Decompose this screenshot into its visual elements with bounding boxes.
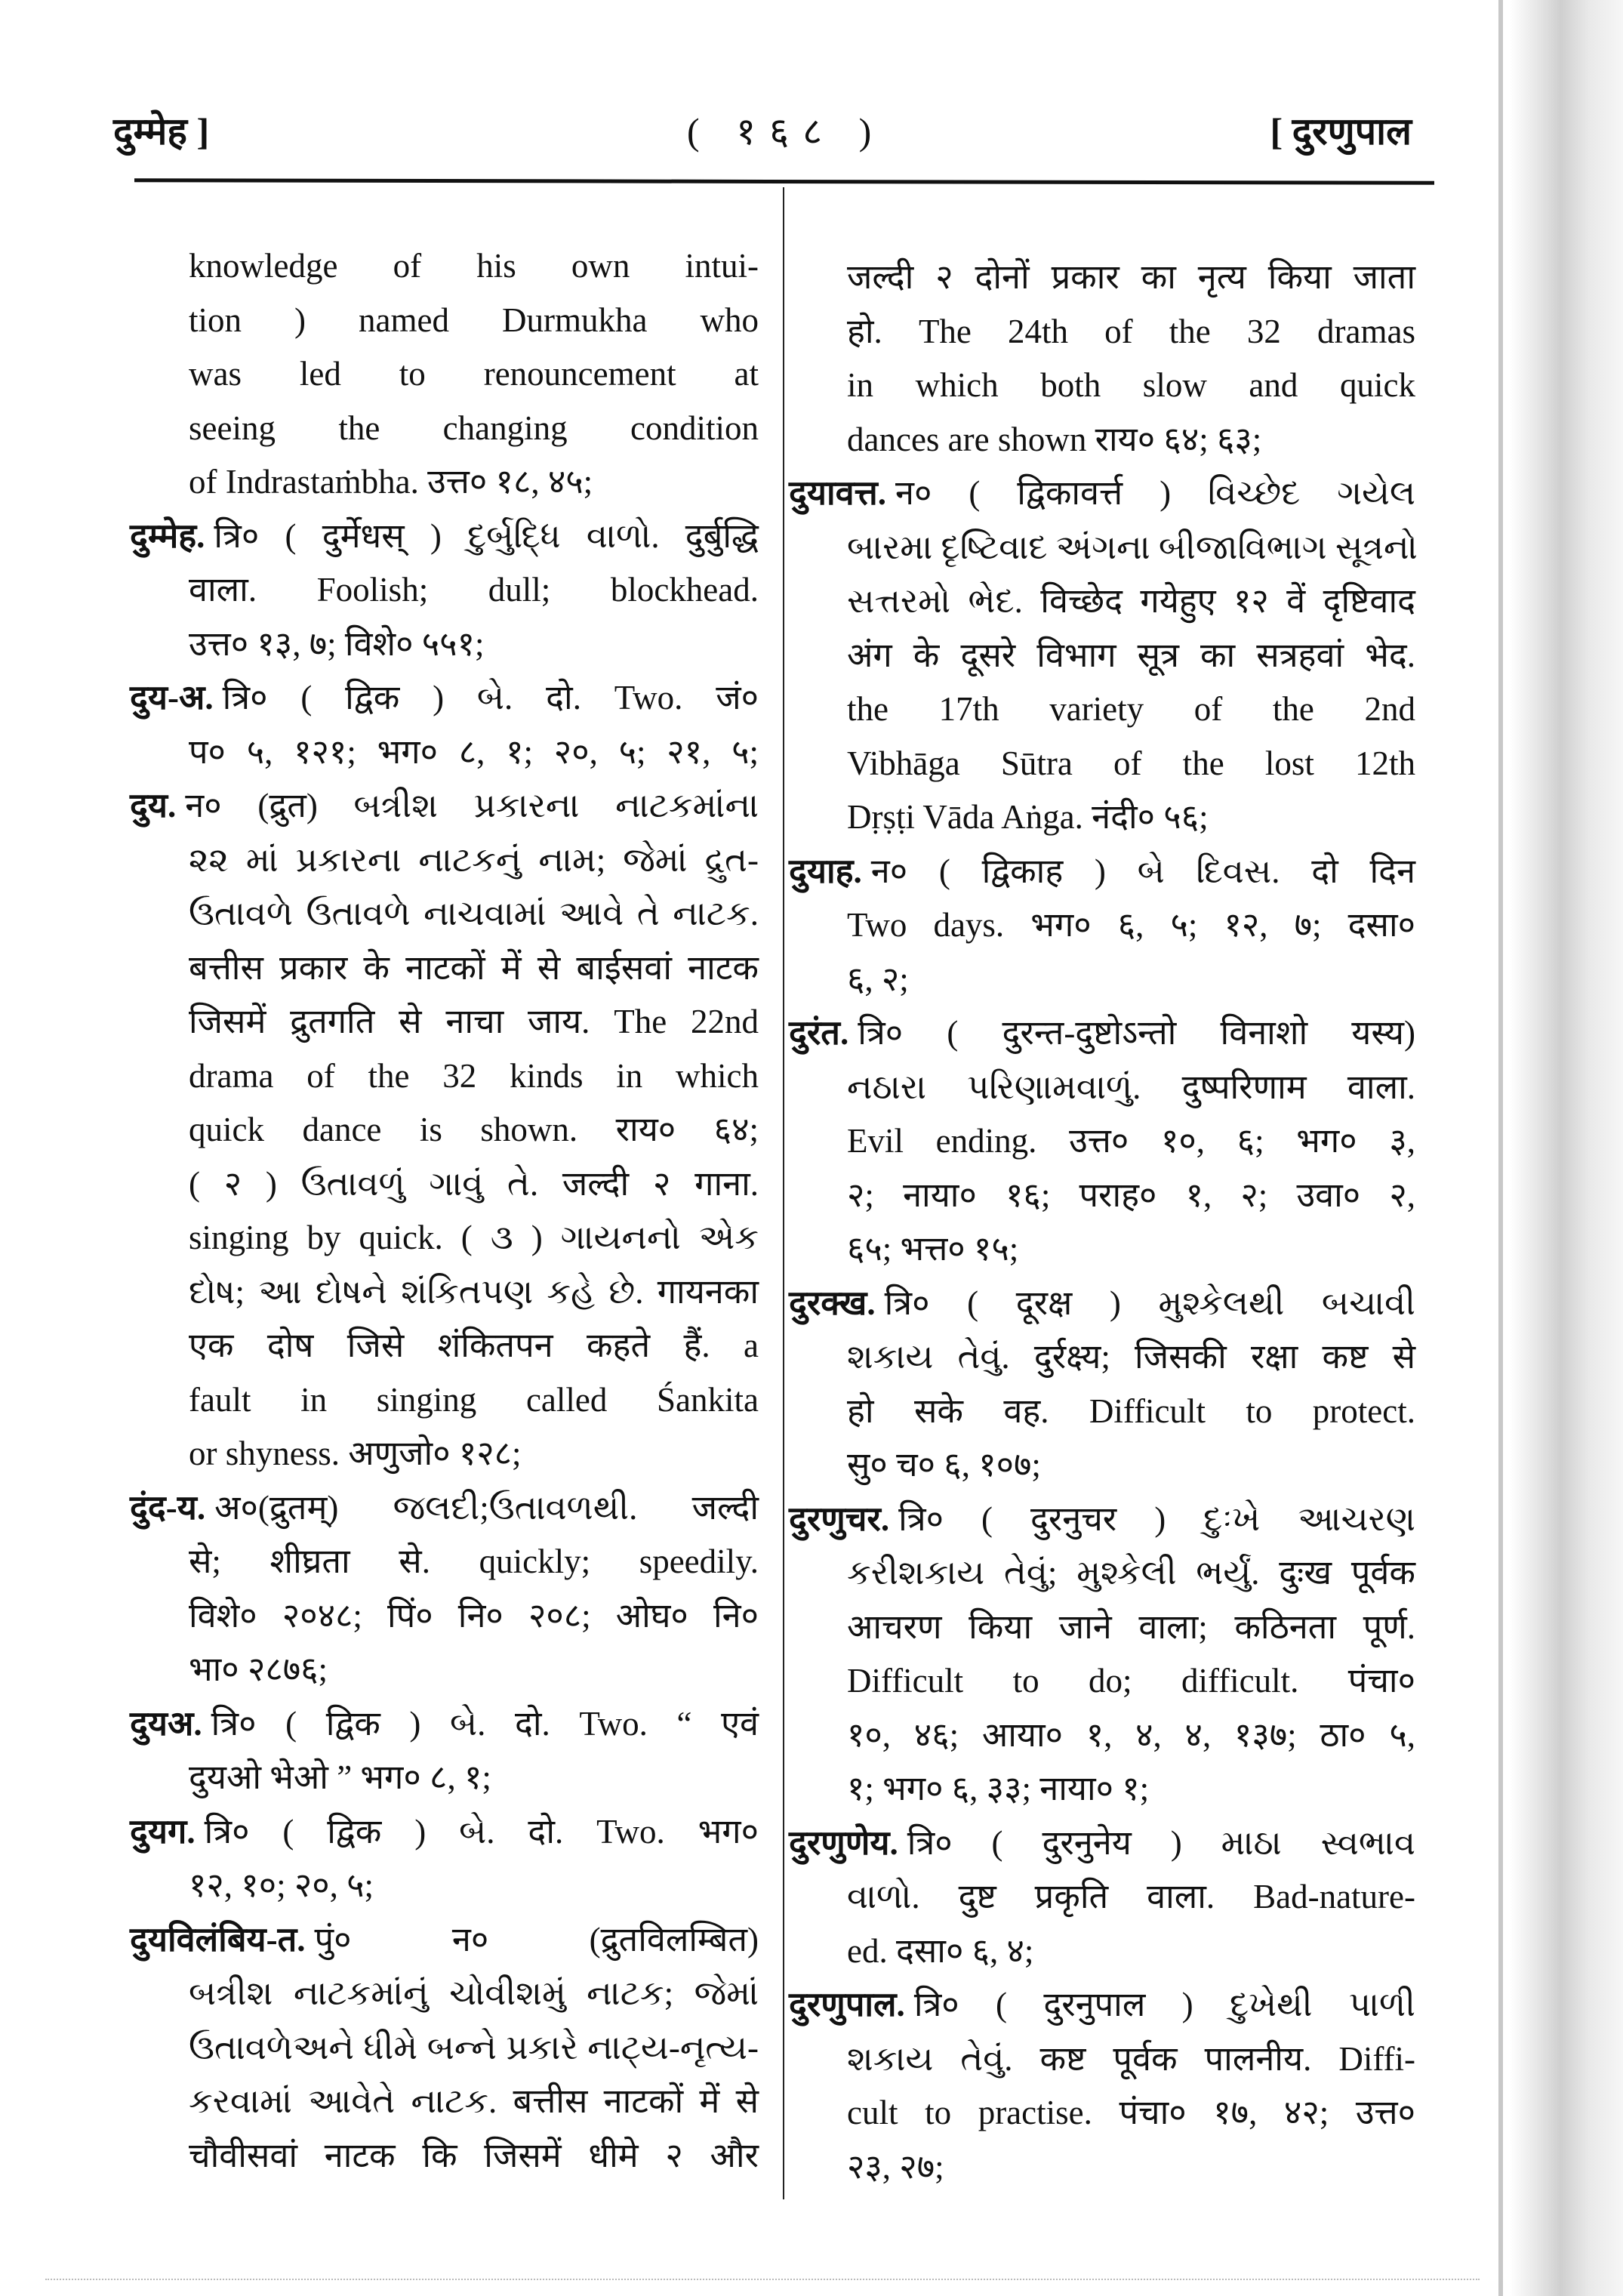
headword: दुय.: [130, 787, 177, 824]
definition-text: શકાય તેવું. दुर्रक्ष्य; जिसकी रक्षा कष्ट से: [847, 1338, 1415, 1376]
entry-text-line: [847, 741, 1415, 786]
definition-text: त्रि० ( दुरन्त-दुष्टोऽन्तो विनाशो यस्य): [858, 1014, 1415, 1052]
entry-text-line: [847, 1712, 1415, 1758]
definition-text: १; भग० ६, ३३; नाया० १;: [847, 1770, 1150, 1808]
headword: दुंद-य.: [130, 1488, 206, 1527]
definition-text: શકાય તેવું. कष्ट पूर्वक पालनीय. Diffi-: [847, 2039, 1415, 2078]
entry-text-line: [189, 2079, 759, 2124]
entry-text-line: [189, 243, 759, 288]
definition-text: १०, ४६; आया० १, ४, ४, १३७; ठा० ५,: [847, 1715, 1415, 1754]
definition-text: the 17th variety of the 2nd: [847, 690, 1415, 728]
definition-text: ( २ ) ઉતાવળું ગાવું તે. जल्दी २ गाना.: [189, 1164, 759, 1203]
definition-text: भा० २८७६;: [189, 1650, 328, 1688]
definition-text: was led to renouncement at: [189, 355, 759, 393]
entry-text-line: [189, 1539, 759, 1584]
definition-text: ઉતાવળેઅને ધીમે બન્ને પ્રકારે નાટ્ય-નૃત્ય-: [189, 2028, 759, 2066]
definition-text: उत्त० १३, ७; विशे० ५५१;: [189, 624, 485, 663]
definition-text: त्रि० ( दुरनुपाल ) દુખેથી પાળી: [913, 1986, 1415, 2023]
definition-text: त्रि० ( दूरक्ष ) મુશ્કેલથી બચાવી: [884, 1284, 1415, 1322]
headword: दुयाह.: [789, 852, 862, 890]
definition-text: अ०(द्रुतम्) જલદી;ઉતાવળથી. जल्दी: [214, 1488, 759, 1527]
headword: दुम्मेह.: [130, 516, 205, 555]
entry-text-line: [189, 1863, 759, 1908]
entry-text-line: [189, 837, 759, 883]
entry-headword-line: [789, 1820, 1415, 1866]
definition-text: त्रि० ( द्विक ) બે. दो. Two. “ एवं: [211, 1704, 759, 1743]
definition-text: २३, २७;: [847, 2147, 944, 2186]
entry-text-line: [189, 1161, 759, 1207]
entry-text-line: [189, 1647, 759, 1692]
entry-text-line: [847, 1226, 1415, 1271]
entry-text-line: [189, 1431, 759, 1476]
column-divider: [783, 187, 784, 2199]
entry-text-line: [189, 891, 759, 936]
entry-text-line: [847, 1658, 1415, 1703]
definition-text: singing by quick. ( ૩ ) ગાયનનો એક: [189, 1219, 759, 1256]
definition-text: Dṛṣṭi Vāda Aṅga. नंदी० ५६;: [847, 798, 1209, 836]
definition-text: त्रि० ( दुर्मेधस् ) દુર્બુદ્ધિ વાળો. दुर्बुद्धि: [214, 516, 759, 555]
entry-text-line: [189, 2025, 759, 2070]
definition-text: સત્તરમો ભેદ. विच्छेद गयेहुए १२ वें दृष्टिवाद: [847, 582, 1415, 620]
definition-text: विशे० २०४८; पिं० नि० २०८; ओघ० नि०: [189, 1596, 759, 1635]
entry-text-line: [847, 1874, 1415, 1919]
definition-text: seeing the changing condition: [189, 408, 759, 447]
entry-text-line: [189, 999, 759, 1044]
scan-edge-shading: [1510, 0, 1623, 2296]
definition-text: બત્રીશ નાટકમાંનું ચોવીશમું નાટક; જેમાં: [189, 1974, 759, 2012]
entry-text-line: [847, 309, 1415, 354]
headword: दुय-अ.: [130, 679, 214, 717]
definition-text: जिसमें द्रुतगति से नाचा जाय. The 22nd: [189, 1003, 759, 1040]
definition-text: त्रि० ( द्विक ) બે. दो. Two. जं०: [222, 679, 759, 717]
definition-text: चौवीसवां नाटक कि जिसमें धीमे २ और: [189, 2136, 759, 2174]
entry-headword-line: [130, 513, 759, 559]
page-number: ( १६८ ): [687, 110, 885, 153]
entry-text-line: [847, 417, 1415, 462]
entry-headword-line: [130, 675, 759, 720]
definition-text: બારમા દૃષ્ટિવાદ અંગના બીજાવિભાગ સૂત્રનો: [847, 528, 1418, 566]
headword: दुयग.: [130, 1812, 196, 1851]
definition-text: न० (द्रुत) બત્રીશ પ્રકારના નાટકમાંના: [185, 787, 759, 824]
definition-text: of Indrastaṁbha. उत्त० १८, ४५;: [189, 463, 593, 501]
definition-text: वाला. Foolish; dull; blockhead.: [189, 571, 759, 609]
definition-text: ઉતાવળે ઉતાવળે નાચવામાં આવે તે નાટક.: [189, 895, 759, 932]
entry-headword-line: [130, 1701, 759, 1746]
definition-text: सु० च० ६, १०७;: [847, 1446, 1041, 1484]
definition-text: Evil ending. उत्त० १०, ६; भग० ३,: [847, 1122, 1415, 1160]
entry-text-line: [847, 794, 1415, 840]
entry-text-line: [847, 1388, 1415, 1434]
entry-text-line: [189, 621, 759, 667]
definition-text: त्रि० ( द्विक ) બે. दो. Two. भग०: [204, 1812, 759, 1851]
entry-text-line: [189, 1053, 759, 1099]
definition-text: નઠારા પરિણામવાળું. दुष्परिणाम वाला.: [847, 1068, 1415, 1106]
definition-text: त्रि० ( दुरनुनेय ) માઠા સ્વભાવ: [907, 1823, 1415, 1862]
entry-text-line: [189, 1107, 759, 1152]
definition-text: हो सके वह. Difficult to protect.: [847, 1391, 1415, 1430]
entry-text-line: [189, 459, 759, 504]
entry-headword-line: [130, 783, 759, 828]
entry-headword-line: [789, 849, 1415, 894]
definition-text: drama of the 32 kinds in which: [189, 1056, 759, 1095]
definition-text: knowledge of his own intui-: [189, 247, 759, 285]
entry-text-line: [189, 1755, 759, 1800]
entry-text-line: [847, 1065, 1415, 1110]
entry-text-line: [189, 729, 759, 775]
entry-text-line: [847, 957, 1415, 1002]
entry-text-line: [189, 945, 759, 991]
left-guide-word: दुम्मेह ]: [113, 110, 210, 153]
headword: दुयअ.: [130, 1704, 202, 1743]
definition-text: पुं० न० (द्रुतविलम्बित): [314, 1920, 759, 1959]
entry-text-line: [189, 405, 759, 451]
entry-text-line: [189, 1377, 759, 1422]
entry-headword-line: [130, 1809, 759, 1854]
entry-text-line: [847, 2090, 1415, 2135]
definition-text: cult to practise. पंचा० १७, ४२; उत्त०: [847, 2094, 1415, 2131]
definition-text: जल्दी २ दोनों प्रकार का नृत्य किया जाता: [847, 258, 1415, 296]
entry-text-line: [189, 1323, 759, 1368]
definition-text: tion ) named Durmukha who: [189, 300, 759, 339]
headword: दुरक्ख.: [789, 1284, 876, 1322]
entry-headword-line: [789, 1982, 1415, 2027]
entry-text-line: [847, 1118, 1415, 1163]
headword: दुयविलंबिय-त.: [130, 1920, 306, 1959]
headword: दुरंत.: [789, 1014, 849, 1052]
definition-text: न० ( द्विकावर्त्त ) વિચ્છેદ ગયેલ: [895, 474, 1415, 512]
entry-headword-line: [130, 1917, 759, 1962]
definition-text: વાળો. दुष्ट प्रकृति वाला. Bad-nature-: [847, 1878, 1415, 1915]
definition-text: Vibhāga Sūtra of the lost 12th: [847, 744, 1415, 782]
definition-text: त्रि० ( दुरनुचर ) દુઃખે આચરણ: [898, 1499, 1415, 1538]
entry-text-line: [189, 297, 759, 343]
entry-headword-line: [130, 1485, 759, 1530]
definition-text: से; शीघ्रता से. quickly; speedily.: [189, 1542, 759, 1580]
headword: दुयावत्त.: [789, 474, 887, 512]
entry-text-line: [847, 1766, 1415, 1811]
entry-text-line: [189, 1269, 759, 1314]
definition-text: or shyness. अणुजो० १२८;: [189, 1435, 522, 1472]
entry-text-line: [189, 2133, 759, 2178]
entry-headword-line: [789, 1496, 1415, 1542]
entry-text-line: [847, 1604, 1415, 1650]
entry-text-line: [847, 1442, 1415, 1487]
entry-text-line: [189, 1215, 759, 1260]
definition-text: fault in singing called Śankita: [189, 1380, 759, 1419]
entry-text-line: [847, 578, 1415, 624]
definition-text: Two days. भग० ६, ५; १२, ७; दसा०: [847, 906, 1415, 944]
entry-text-line: [847, 902, 1415, 948]
entry-text-line: [847, 1928, 1415, 1974]
definition-text: बत्तीस प्रकार के नाटकों में से बाईसवां नाटक: [189, 948, 759, 987]
header-rule: [134, 178, 1434, 185]
entry-text-line: [847, 633, 1415, 678]
entry-text-line: [189, 567, 759, 612]
definition-text: एक दोष जिसे शंकितपन कहते हैं. a: [189, 1327, 759, 1364]
entry-headword-line: [789, 1010, 1415, 1056]
headword: दुरणुणेय.: [789, 1823, 898, 1862]
bottom-edge: [45, 2279, 1480, 2280]
entry-text-line: [847, 1334, 1415, 1379]
definition-text: प० ५, १२१; भग० ८, १; २०, ५; २१, ५;: [189, 732, 759, 771]
definition-text: દોષ; આ દોષને શંકિતપણ કહે છે. गायनका: [189, 1272, 759, 1311]
definition-text: ૨૨ માં પ્રકારના નાટકનું નામ; જેમાં દ્રુત-: [189, 840, 759, 879]
definition-text: न० ( द्विकाह ) બે દિવસ. दो दिन: [870, 852, 1415, 890]
entry-text-line: [847, 1550, 1415, 1595]
right-guide-word: [ दुरणुपाल: [1270, 110, 1412, 153]
definition-text: કરીશકાય તેવું; મુશ્કેલી ભર્યું. दुःख पूर्वक: [847, 1554, 1415, 1592]
entry-text-line: [189, 351, 759, 396]
definition-text: २; नाया० १६; पराह० १, २; उवा० २,: [847, 1176, 1415, 1214]
entry-text-line: [847, 686, 1415, 732]
definition-text: ed. दसा० ६, ४;: [847, 1931, 1034, 1970]
entry-text-line: [847, 1173, 1415, 1218]
definition-text: ६, २;: [847, 960, 909, 998]
entry-text-line: [189, 1593, 759, 1638]
definition-text: dances are shown राय० ६४; ६३;: [847, 420, 1262, 458]
entry-headword-line: [789, 1281, 1415, 1326]
definition-text: दुयओ भेओ ” भग० ८, १;: [189, 1758, 491, 1796]
definition-text: Difficult to do; difficult. पंचा०: [847, 1662, 1415, 1700]
entry-text-line: [847, 362, 1415, 408]
definition-text: आचरण किया जाने वाला; कठिनता पूर्ण.: [847, 1607, 1415, 1646]
entry-headword-line: [789, 470, 1415, 516]
definition-text: अंग के दूसरे विभाग सूत्र का सत्रहवां भेद.: [847, 636, 1415, 674]
scan-edge-line: [1498, 0, 1503, 2296]
definition-text: ६५; भत्त० १५;: [847, 1230, 1019, 1268]
entry-text-line: [189, 1971, 759, 2016]
headword: दुरणुचर.: [789, 1499, 890, 1538]
entry-text-line: [847, 2036, 1415, 2082]
headword: दुरणुपाल.: [789, 1986, 905, 2023]
definition-text: quick dance is shown. राय० ६४;: [189, 1111, 759, 1148]
entry-text-line: [847, 525, 1418, 570]
definition-text: हो. The 24th of the 32 dramas: [847, 312, 1415, 350]
entry-text-line: [847, 254, 1415, 300]
entry-text-line: [847, 2144, 1415, 2190]
definition-text: १२, १०; २०, ५;: [189, 1866, 374, 1904]
definition-text: in which both slow and quick: [847, 366, 1415, 404]
definition-text: કરવામાં આવેતે નાટક. बत्तीस नाटकों में से: [189, 2082, 759, 2120]
